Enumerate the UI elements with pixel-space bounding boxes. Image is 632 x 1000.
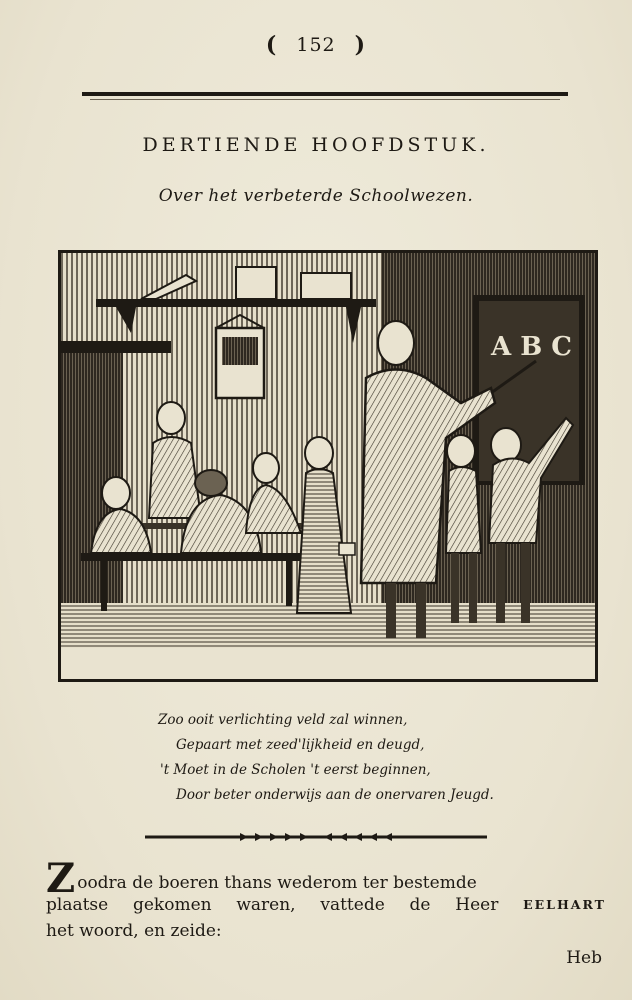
catchword: Heb xyxy=(566,948,602,968)
poem-line-1: Zoo ooit verlichting veld zal winnen, xyxy=(158,712,408,728)
schoolroom-illustration xyxy=(58,250,598,682)
poem-line-3: 't Moet in de Scholen 't eerst beginnen, xyxy=(160,762,431,778)
body-word: Heer xyxy=(455,895,499,915)
ornamental-divider xyxy=(145,832,487,842)
body-line-3: het woord, en zeide: xyxy=(46,921,222,941)
chapter-subtitle: Over het verbeterde Schoolwezen. xyxy=(158,186,474,206)
chapter-title: DERTIENDE HOOFDSTUK. xyxy=(142,134,490,156)
drop-cap: Z xyxy=(46,855,76,902)
right-ornament-icon: ) xyxy=(354,32,367,58)
blackboard-letters: A B C xyxy=(491,332,572,362)
body-line-2 xyxy=(46,892,606,918)
page-number-value: 152 xyxy=(296,34,336,56)
body-word: waren, xyxy=(236,895,296,915)
body-word: plaatse xyxy=(46,895,109,915)
header-rule-thin xyxy=(90,99,560,100)
poem-line-2: Gepaart met zeed'lijkheid en deugd, xyxy=(176,737,425,753)
body-word: vattede xyxy=(320,895,385,915)
person-name: EELHART xyxy=(523,897,606,912)
woodcut-engraving xyxy=(61,253,595,679)
body-line-1 xyxy=(46,855,606,902)
header-rule xyxy=(82,92,568,96)
body-text xyxy=(46,855,606,944)
poem-line-4: Door beter onderwijs aan de onervaren Jeugd. xyxy=(176,787,494,803)
body-line-1-text: oodra de boeren thans wederom ter bestemde xyxy=(77,873,477,893)
body-word: de xyxy=(409,895,431,915)
page-number xyxy=(0,32,632,58)
body-word: gekomen xyxy=(132,895,212,915)
left-ornament-icon: ( xyxy=(265,32,278,58)
